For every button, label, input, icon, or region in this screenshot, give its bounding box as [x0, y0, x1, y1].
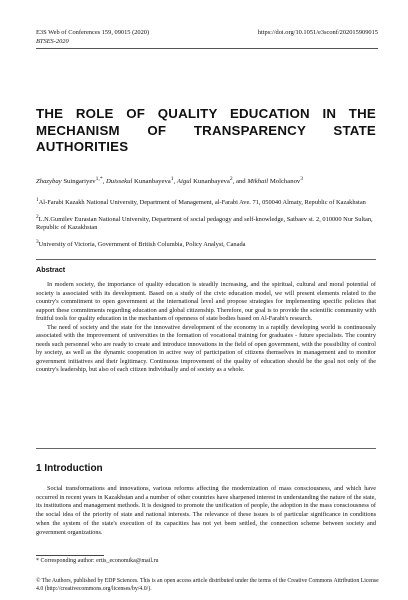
- section-heading: 1 Introduction: [36, 463, 103, 474]
- affiliation-sup: 1: [36, 197, 39, 203]
- affiliation-text: Al-Farabi Kazakh National University, Department of Management, al-Farabi Ave. 71, 050040 Almaty, Republic of Kazakhstan: [38, 199, 366, 207]
- author-first-name: Duissekul: [105, 178, 133, 186]
- affiliation-item: [36, 238, 376, 250]
- footnote-rule: [36, 555, 104, 556]
- abstract-heading: Abstract: [36, 265, 66, 274]
- intro-paragraph: Social transformations and innovations, various reforms affecting the modernization of mass consciousness, and which have occurred in recent years in Kazakhstan and a number of other countries have sharpened interest in understanding the nature of the state, its institutions and management methods. It is designed to promote the unification of people, the adoption in the mass consciousness of the social idea of the priority of state and national interests. The relevance of these issues is of particular significance in conditions when the system of the state's execution of its capacities has not yet been settled, the connection scheme between society and government organizations.: [36, 485, 376, 536]
- abstract-paragraph: In modern society, the importance of quality education is steadily increasing, and the spiritual, cultural and moral potential of society is associated with its development. Based on a study of the civic education model, we will present elements related to the country's commitment to open government at the international level and propose strategies for implementing specific policies that support these commitments regarding education and global citizenship. Therefore, our goal is to provide the scientific community with fruitful tools for quality education in the mechanism of openness of state bodies based on Al-Farabi's research.: [36, 281, 376, 323]
- corresponding-author-footnote: * Corresponding author: ertis_economika@mail.ru: [36, 558, 159, 564]
- author-surname: Kunanbayeva: [134, 178, 171, 186]
- introduction-body: [36, 485, 376, 537]
- doi-link[interactable]: https://doi.org/10.1051/e3sconf/202015909015: [257, 29, 378, 36]
- author-surname: Suingariyev: [63, 178, 96, 186]
- license-footer: © The Authors, published by EDP Sciences. This is an open access article distributed under the terms of the Creative Commons Attribution License 4.0 (http://creativecommons.org/licenses/by/4.0/).: [36, 578, 379, 592]
- header-divider: [36, 48, 378, 49]
- author-affil-sup: 3: [300, 176, 304, 182]
- author-surname: Kunanbayeva: [193, 178, 230, 186]
- running-header-left: [36, 29, 149, 46]
- abstract-body: [36, 281, 376, 375]
- affiliation-list: [36, 196, 376, 255]
- conference-name: E3S Web of Conferences 159, 09015 (2020): [36, 29, 150, 36]
- author-list: [36, 175, 376, 187]
- author-affil-sup: 1,*: [95, 176, 103, 182]
- author-and: , and: [232, 178, 246, 186]
- affiliation-item: [36, 213, 376, 233]
- abstract-top-rule: [36, 259, 376, 260]
- author-first-name: Zhazybay: [36, 178, 62, 186]
- affiliation-text: L.N.Gumilev Eurasian National University, Department of social pedagogy and self-knowledge, Satbaev st. 2, 010000 Nur Sultan, Republic of Kazakhstan: [36, 215, 373, 232]
- abstract-bottom-rule: [36, 448, 376, 449]
- event-name: BTSES-2020: [36, 37, 69, 45]
- author-affil-sup: 2: [229, 176, 233, 182]
- affiliation-text: University of Victoria, Government of British Columbia, Policy Analyst, Canada: [38, 241, 246, 249]
- abstract-paragraph: The need of society and the state for the innovative development of the economy in a rapidly developing world is continuously associated with the improvement of universities in the formation of vocational training for graduates - future specialists. The country needs such personnel who are ready to create and introduce innovations in the field of open government, with the possibility of control by society, as well as the dynamic cooperation in active way of participation of citizens themselves in management and to monitor government initiatives and their legitimacy. Continuous improvement of the quality of education should be the goal not only of the country's leadership, but also of each citizen individually and of society as a whole.: [36, 323, 376, 374]
- author-separator: ,: [102, 178, 105, 186]
- author-separator: ,: [173, 178, 176, 186]
- author-first-name: Aigul: [176, 178, 192, 186]
- affiliation-sup: 2: [36, 213, 39, 220]
- author-first-name: Mikhail: [247, 178, 269, 186]
- author-affil-sup: 1: [170, 176, 174, 182]
- affiliation-item: [36, 196, 376, 208]
- paper-title: THE ROLE OF QUALITY EDUCATION IN THE MECHANISM OF TRANSPARENCY STATE AUTHORITIES: [36, 106, 376, 154]
- author-surname: Molchanov: [269, 178, 301, 186]
- affiliation-sup: 3: [36, 239, 39, 246]
